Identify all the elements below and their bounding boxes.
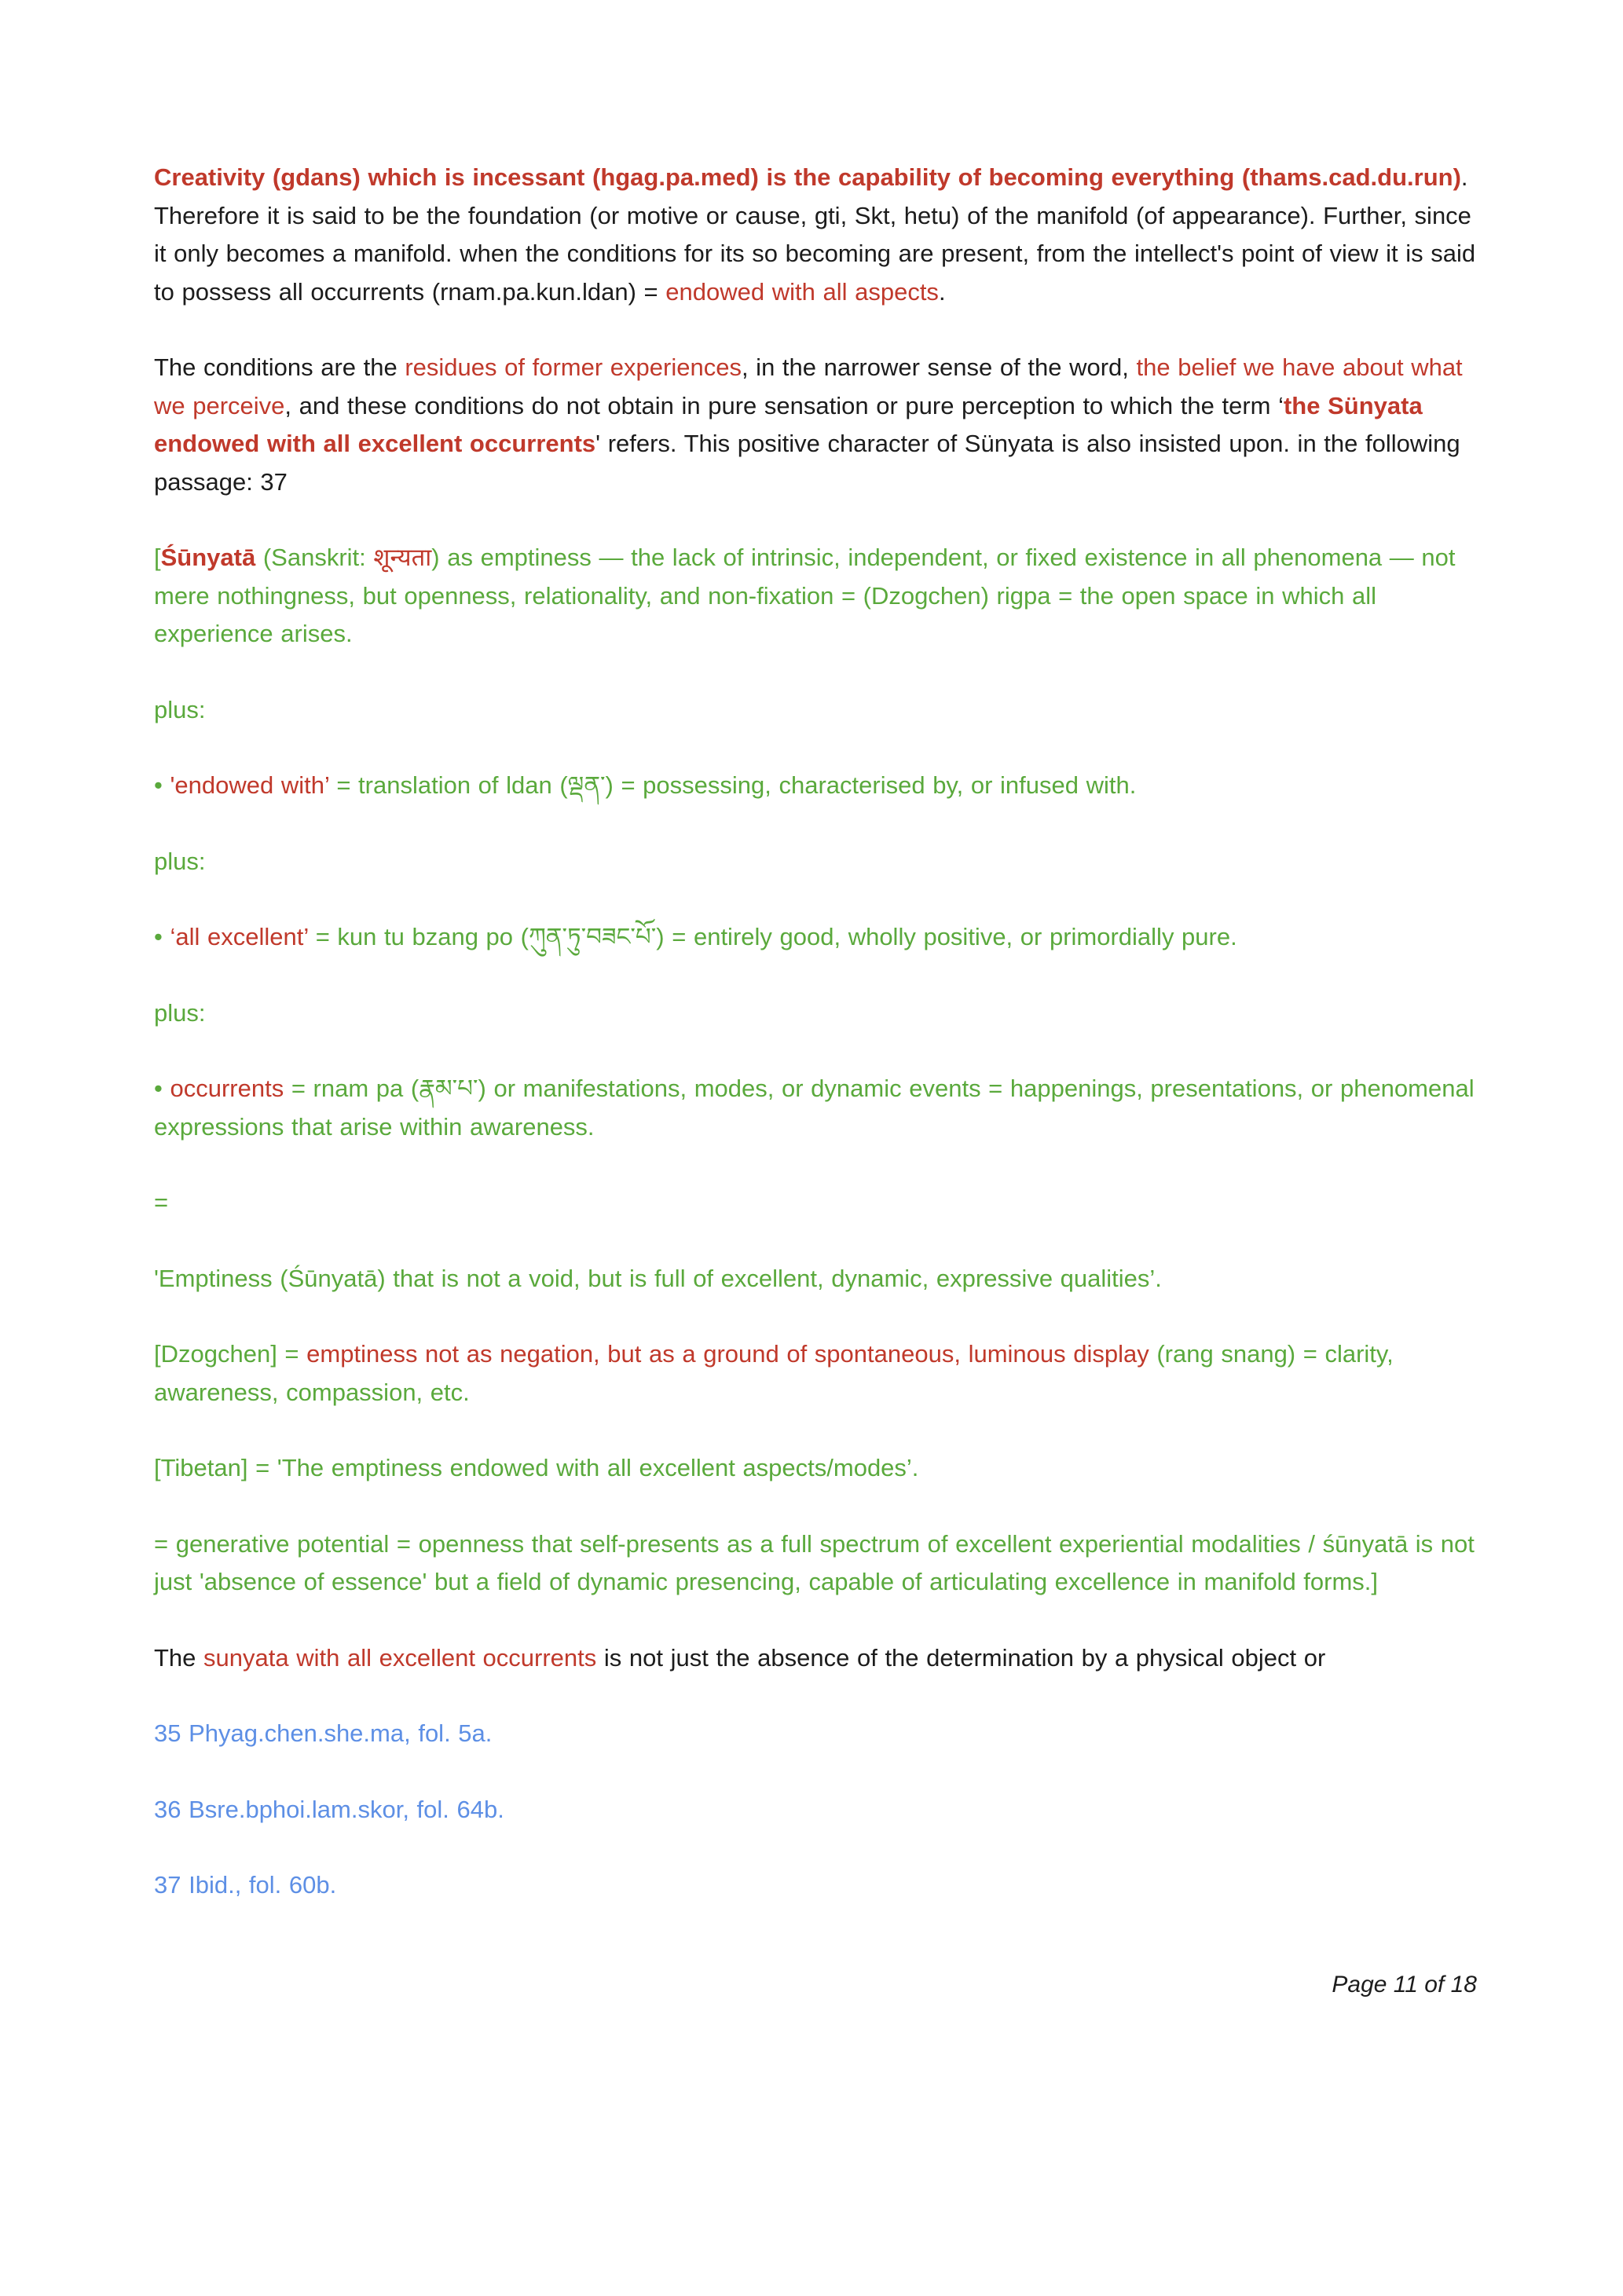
text-segment: ) as emptiness — the lack of intrinsic, independent, or fixed existence in all phenomena — not mere nothingness, but openness, relationality, and non-fixation = (Dzogchen) rigpa = the open space in which all experience arises.: [154, 544, 1456, 647]
footnote-35: [154, 1715, 1477, 1753]
text-segment: plus:: [154, 998, 206, 1027]
text-segment: plus:: [154, 695, 206, 723]
text-segment: plus:: [154, 847, 206, 875]
text-segment: •: [154, 1075, 170, 1102]
text-segment: residues of former experiences: [405, 353, 742, 381]
text-segment: the belief we have about what we perceive: [154, 353, 1463, 419]
text-segment: (rang snang) = clarity, awareness, compassion, etc.: [154, 1340, 1394, 1406]
text-segment: . Therefore it is said to be the foundation (or motive or cause, gti, Skt, hetu) of the manifold (of appearance). Further, since it only becomes a manifold. when the conditions for its so becoming are present, from the intellect's point of view it is said to possess all occurrents (rnam.pa.kun.ldan) =: [154, 163, 1476, 306]
para-bullet-endowed-with: [154, 767, 1477, 805]
text-segment: ' refers. This positive character of Sünyata is also insisted upon. in the following passage: 37: [154, 430, 1460, 496]
text-segment: 35 Phyag.chen.she.ma, fol. 5a.: [154, 1719, 493, 1747]
para-emptiness-full: [154, 1260, 1477, 1298]
para-equals: [154, 1184, 1477, 1222]
text-segment: 'Emptiness (Śūnyatā) that is not a void, but is full of excellent, dynamic, expressive qualities’.: [154, 1264, 1162, 1292]
text-segment: , and these conditions do not obtain in pure sensation or pure perception to which the term ‘: [284, 391, 1284, 419]
page-number-footer: Page 11 of 18: [1332, 1971, 1477, 1998]
text-segment: = translation of ldan (ལྡན་) = possessing, characterised by, or infused with.: [328, 771, 1137, 799]
para-sunyata-not-absence: [154, 1639, 1477, 1678]
text-segment: = kun tu bzang po (ཀུན་ཏུ་བཟང་པོ་) = entirely good, wholly positive, or primordially pure.: [308, 923, 1237, 950]
text-segment: = generative potential = openness that self-presents as a full spectrum of excellent experiential modalities / śūnyatā is not just 'absence of essence' but a field of dynamic presencing, capable of articulating excellence in manifold forms.]: [154, 1529, 1475, 1595]
text-segment: (Sanskrit:: [255, 544, 374, 571]
text-segment: Creativity (gdans) which is incessant (hgag.pa.med) is the capability of becoming everything (thams.cad.du.run): [154, 163, 1461, 191]
document-body: [154, 159, 1477, 1905]
footnote-36: [154, 1791, 1477, 1829]
text-segment: शून्यता: [373, 544, 432, 571]
text-segment: [Tibetan] = 'The emptiness endowed with all excellent aspects/modes’.: [154, 1454, 919, 1481]
text-segment: [Dzogchen] =: [154, 1340, 307, 1368]
text-segment: .: [938, 277, 946, 306]
text-segment: endowed with all aspects: [665, 277, 939, 306]
text-segment: 'endowed with’: [170, 771, 329, 799]
text-segment: 37 Ibid., fol. 60b.: [154, 1871, 337, 1899]
text-segment: The conditions are the: [154, 353, 405, 381]
text-segment: occurrents: [170, 1075, 284, 1102]
para-sunyata-definition: [154, 539, 1477, 654]
para-plus-1: [154, 691, 1477, 730]
para-dzogchen: [154, 1335, 1477, 1412]
text-segment: [: [154, 544, 161, 571]
text-segment: ‘all excellent’: [170, 923, 309, 950]
text-segment: = rnam pa (རྣམ་པ་) or manifestations, modes, or dynamic events = happenings, presentations, or phenomenal expressions that arise within awareness.: [154, 1075, 1475, 1141]
text-segment: the Sünyata endowed with all excellent occurrents: [154, 391, 1423, 457]
para-creativity: [154, 159, 1477, 311]
footnote-37: [154, 1866, 1477, 1905]
para-plus-2: [154, 843, 1477, 881]
text-segment: 36 Bsre.bphoi.lam.skor, fol. 64b.: [154, 1795, 504, 1823]
para-generative-potential: [154, 1525, 1477, 1602]
text-segment: Śūnyatā: [160, 544, 256, 571]
text-segment: emptiness not as negation, but as a ground of spontaneous, luminous display: [306, 1340, 1149, 1368]
para-plus-3: [154, 994, 1477, 1033]
para-bullet-all-excellent: [154, 918, 1477, 957]
text-segment: •: [154, 771, 170, 799]
text-segment: •: [154, 923, 170, 950]
text-segment: The: [154, 1643, 204, 1672]
text-segment: sunyata with all excellent occurrents: [203, 1643, 597, 1672]
para-conditions: [154, 349, 1477, 501]
text-segment: is not just the absence of the determination by a physical object or: [596, 1643, 1326, 1672]
text-segment: , in the narrower sense of the word,: [741, 353, 1137, 381]
para-tibetan: [154, 1449, 1477, 1488]
text-segment: =: [154, 1188, 169, 1216]
para-bullet-occurrents: [154, 1070, 1477, 1146]
